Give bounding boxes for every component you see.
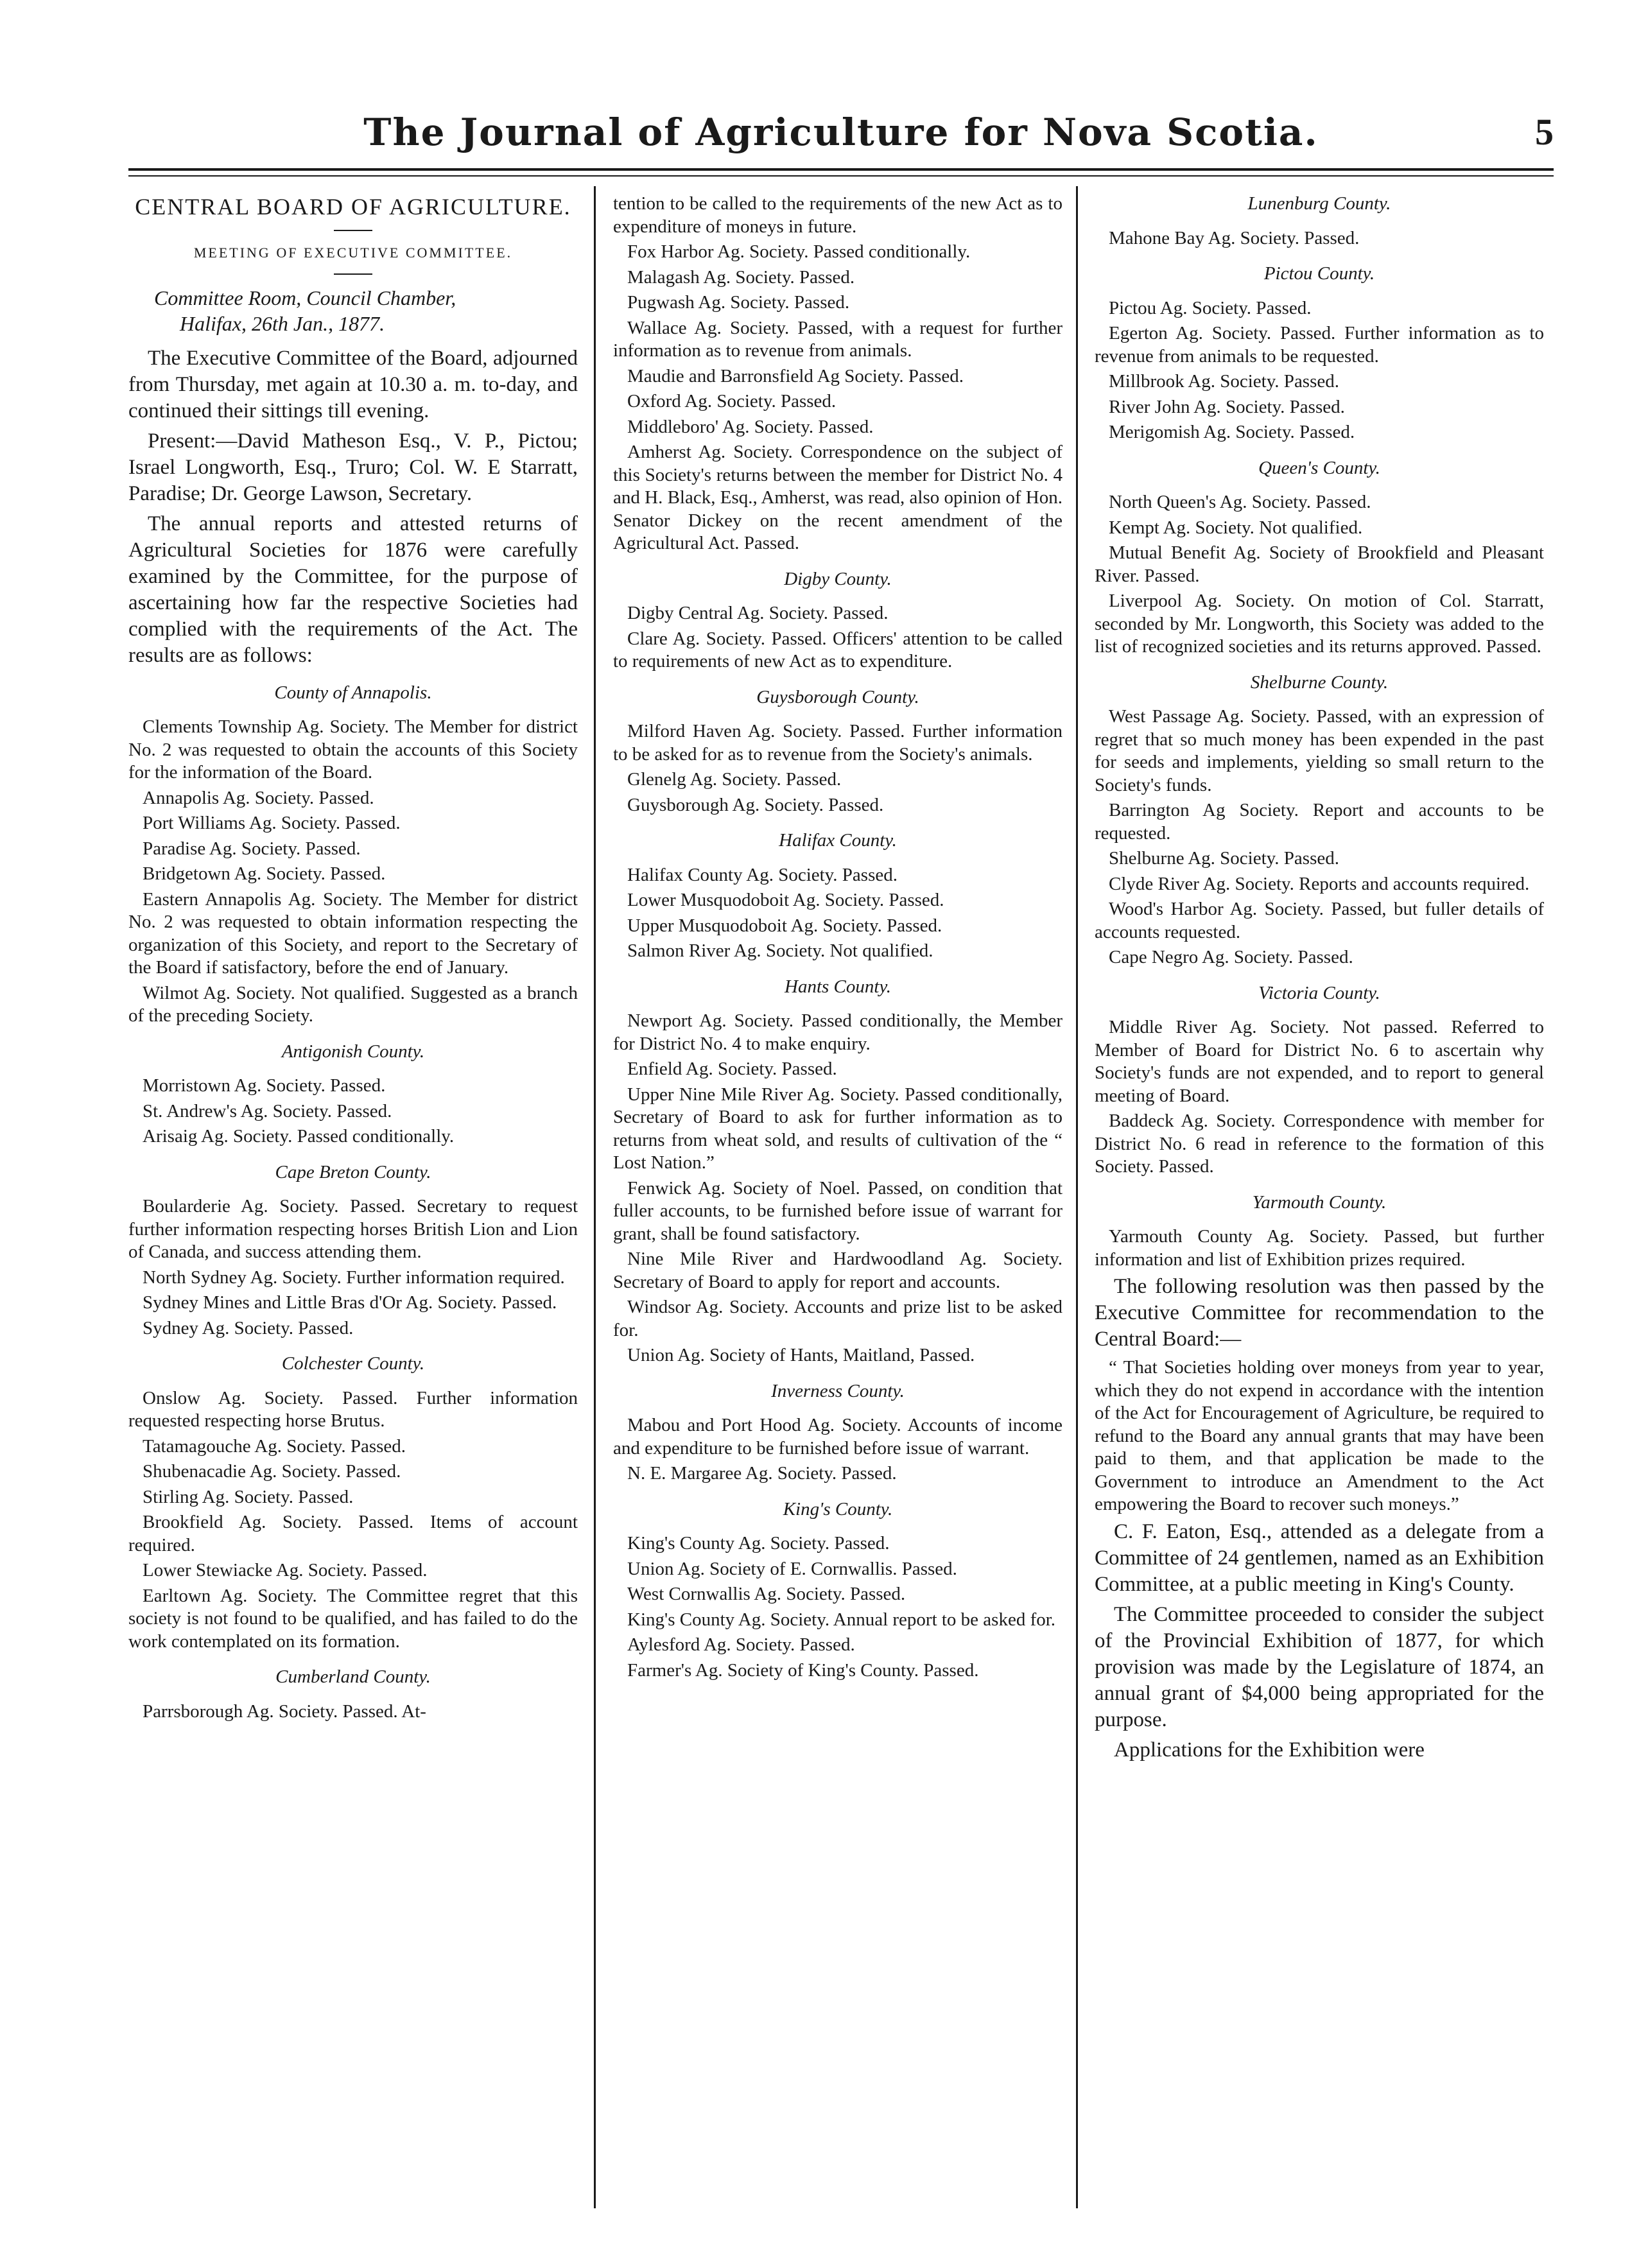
society-entry: Wallace Ag. Society. Passed, with a request for further information as to revenue from animals. xyxy=(613,317,1063,361)
county-heading-yarmouth: Yarmouth County. xyxy=(1252,1191,1387,1213)
society-entry: Mabou and Port Hood Ag. Society. Accounts of income and expenditure to be furnished before issue of warrant. xyxy=(613,1415,1063,1459)
society-entry: Oxford Ag. Society. Passed. xyxy=(627,391,837,411)
society-entry: Annapolis Ag. Society. Passed. xyxy=(143,787,374,808)
county-heading-guysborough: Guysborough County. xyxy=(756,686,919,707)
society-entry: Enfield Ag. Society. Passed. xyxy=(627,1059,837,1079)
society-entry: Eastern Annapolis Ag. Society. The Member for district No. 2 was requested to obtain information respecting the organization of this Society, and report to the Secretary of the Board if satisfactory, before the end of January. xyxy=(128,888,578,978)
society-entry: Windsor Ag. Society. Accounts and prize list to be asked for. xyxy=(613,1297,1063,1340)
society-entry: North Sydney Ag. Society. Further information required. xyxy=(143,1267,565,1288)
county-heading-queens: Queen's County. xyxy=(1258,457,1380,478)
society-entry: Union Ag. Society of E. Cornwallis. Passed. xyxy=(627,1558,957,1579)
society-entry: Aylesford Ag. Society. Passed. xyxy=(627,1634,855,1655)
society-entry: Wilmot Ag. Society. Not qualified. Suggested as a branch of the preceding Society. xyxy=(128,982,578,1026)
society-entry: Salmon River Ag. Society. Not qualified. xyxy=(627,940,933,961)
paragraph-committee: The Committee proceeded to consider the subject of the Provincial Exhibition of 1877, for which provision was made by the Legislature of 1874, an annual grant of $4,000 being appropriated for the purpose. xyxy=(1095,1602,1544,1731)
society-entry: Arisaig Ag. Society. Passed conditionally. xyxy=(143,1126,455,1147)
society-entry: Boularderie Ag. Society. Passed. Secretary to request further information respecting horses British Lion and Lion of Canada, and success attending them. xyxy=(128,1196,578,1262)
society-entry: Middle River Ag. Society. Not passed. Referred to Member of Board for District No. 6 to ascertain why Society's funds are not expended, and to report to general meeting of Board. xyxy=(1095,1017,1544,1106)
article-title: CENTRAL BOARD OF AGRICULTURE. xyxy=(135,194,571,220)
society-entry: Merigomish Ag. Society. Passed. xyxy=(1109,422,1355,442)
society-entry: King's County Ag. Society. Passed. xyxy=(627,1533,890,1554)
society-entry: West Passage Ag. Society. Passed, with an expression of regret that so much money has been expended in the past for seeds and implements, yielding so small return to the Society's funds. xyxy=(1095,706,1544,795)
society-entry: Earltown Ag. Society. The Committee regret that this society is not found to be qualified, and has failed to do the work contemplated on its formation. xyxy=(128,1585,578,1652)
society-entry: Maudie and Barronsfield Ag Society. Passed. xyxy=(627,365,964,386)
society-entry: Egerton Ag. Society. Passed. Further information as to revenue from animals to be requested. xyxy=(1095,323,1544,367)
society-entry: Barrington Ag Society. Report and accounts to be requested. xyxy=(1095,800,1544,844)
society-entry: Halifax County Ag. Society. Passed. xyxy=(627,864,898,885)
society-entry: Sydney Mines and Little Bras d'Or Ag. Society. Passed. xyxy=(143,1292,557,1313)
society-entry: Upper Nine Mile River Ag. Society. Passed conditionally, Secretary of Board to ask for further information as to returns from wheat sold, and results of cultivation of the “ Lost Nation.” xyxy=(613,1084,1063,1173)
society-entry: Clements Township Ag. Society. The Member for district No. 2 was requested to obtain the accounts of this Society for the information of the Board. xyxy=(128,716,578,783)
county-heading-halifax: Halifax County. xyxy=(779,830,897,851)
county-heading-kings: King's County. xyxy=(783,1498,893,1519)
county-heading-hants: Hants County. xyxy=(785,976,891,997)
county-heading-digby: Digby County. xyxy=(784,568,892,589)
society-entry: Millbrook Ag. Society. Passed. xyxy=(1109,371,1340,392)
society-entry: Paradise Ag. Society. Passed. xyxy=(143,838,361,859)
county-heading-inverness: Inverness County. xyxy=(771,1380,905,1401)
page-header xyxy=(128,108,1554,166)
header-rule-bottom xyxy=(128,175,1554,177)
society-entry: Mutual Benefit Ag. Society of Brookfield and Pleasant River. Passed. xyxy=(1095,542,1544,586)
paragraph-intro: The Executive Committee of the Board, adjourned from Thursday, met again at 10.30 a. m. to-day, and continued their sittings till evening. xyxy=(128,346,578,422)
county-heading-shelburne: Shelburne County. xyxy=(1250,671,1389,693)
society-entry: Wood's Harbor Ag. Society. Passed, but fuller details of accounts requested. xyxy=(1095,899,1544,942)
society-entry: Bridgetown Ag. Society. Passed. xyxy=(143,863,386,884)
county-heading-antigonish: Antigonish County. xyxy=(281,1041,425,1062)
paragraph-reports: The annual reports and attested returns of Agricultural Societies for 1876 were carefully examined by the Committee, for the purpose of ascertaining how far the respective Societies had complied with the requirements of the Act. The results are as follows: xyxy=(128,512,578,667)
society-entry: Clyde River Ag. Society. Reports and accounts required. xyxy=(1109,873,1530,894)
society-entry: Stirling Ag. Society. Passed. xyxy=(143,1486,354,1507)
society-entry: Liverpool Ag. Society. On motion of Col. Starratt, seconded by Mr. Longworth, this Society was added to the list of recognized societies and its returns approved. Passed. xyxy=(1095,591,1544,657)
society-entry: Cape Negro Ag. Society. Passed. xyxy=(1109,947,1353,967)
meeting-place-line-1: Committee Room, Council Chamber, xyxy=(154,286,456,309)
society-entry: Digby Central Ag. Society. Passed. xyxy=(627,603,889,623)
society-entry: West Cornwallis Ag. Society. Passed. xyxy=(627,1584,906,1604)
county-heading-cumberland: Cumberland County. xyxy=(275,1666,431,1687)
society-entry: Middleboro' Ag. Society. Passed. xyxy=(627,416,874,437)
paragraph-applications: Applications for the Exhibition were xyxy=(1114,1738,1425,1762)
column-divider-1 xyxy=(594,186,596,2208)
society-entry: Amherst Ag. Society. Correspondence on the subject of this Society's returns between the member for District No. 4 and H. Black, Esq., Amherst, was read, also opinion of Hon. Senator Dickey on the recent amendment of the Agricultural Act. Passed. xyxy=(613,442,1063,553)
article-subtitle: MEETING OF EXECUTIVE COMMITTEE. xyxy=(193,245,513,261)
society-entry: Malagash Ag. Society. Passed. xyxy=(627,266,855,288)
society-entry: Nine Mile River and Hardwoodland Ag. Society. Secretary of Board to apply for report and accounts. xyxy=(613,1249,1063,1292)
paragraph-resolution: The following resolution was then passed by the Executive Committee for recommendation to the Central Board:— xyxy=(1095,1275,1544,1351)
header-rule-top xyxy=(128,168,1554,171)
society-entry: Tatamagouche Ag. Society. Passed. xyxy=(143,1435,406,1457)
county-heading-victoria: Victoria County. xyxy=(1258,982,1380,1003)
society-entry: Clare Ag. Society. Passed. Officers' attention to be called to requirements of new Act as to expenditure. xyxy=(613,628,1063,671)
society-entry-continued: tention to be called to the requirements of the new Act as to expenditure of moneys in future. xyxy=(613,193,1063,237)
subtitle-dash xyxy=(334,273,372,275)
society-entry: Brookfield Ag. Society. Passed. Items of account required. xyxy=(128,1512,578,1555)
society-entry: Kempt Ag. Society. Not qualified. xyxy=(1109,517,1363,538)
society-entry: Pugwash Ag. Society. Passed. xyxy=(627,292,850,313)
paragraph-present: Present:—David Matheson Esq., V. P., Pictou; Israel Longworth, Esq., Truro; Col. W. E Starratt, Paradise; Dr. George Lawson, Secretary. xyxy=(128,429,578,505)
society-entry: Glenelg Ag. Society. Passed. xyxy=(627,769,842,790)
society-entry: Pictou Ag. Society. Passed. xyxy=(1109,297,1312,318)
column-3 xyxy=(1095,193,1544,2202)
county-heading-annapolis: County of Annapolis. xyxy=(274,682,432,703)
society-entry: North Queen's Ag. Society. Passed. xyxy=(1109,492,1371,512)
county-heading-colchester: Colchester County. xyxy=(281,1353,425,1374)
page-number: 5 xyxy=(1535,111,1554,153)
society-entry: Baddeck Ag. Society. Correspondence with member for District No. 6 read in reference to the formation of this Society. Passed. xyxy=(1095,1111,1544,1177)
title-dash xyxy=(334,230,372,231)
society-entry: Guysborough Ag. Society. Passed. xyxy=(627,794,884,815)
society-entry: Newport Ag. Society. Passed conditionally, the Member for District No. 4 to make enquiry. xyxy=(613,1010,1063,1054)
society-entry: Shelburne Ag. Society. Passed. xyxy=(1109,848,1339,869)
society-entry: Union Ag. Society of Hants, Maitland, Passed. xyxy=(627,1345,975,1365)
column-1 xyxy=(128,193,578,2202)
column-divider-2 xyxy=(1076,186,1078,2208)
meeting-place xyxy=(154,285,578,336)
meeting-place-line-2: Halifax, 26th Jan., 1877. xyxy=(180,311,385,335)
society-entry: Fenwick Ag. Society of Noel. Passed, on condition that fuller accounts, to be furnished before issue of warrant for grant, shall be found satisfactory. xyxy=(613,1177,1063,1244)
journal-title: The Journal of Agriculture for Nova Scotia. xyxy=(363,110,1319,154)
county-heading-lunenburg: Lunenburg County. xyxy=(1247,193,1391,214)
society-entry: Upper Musquodoboit Ag. Society. Passed. xyxy=(627,915,942,936)
society-entry: Mahone Bay Ag. Society. Passed. xyxy=(1109,227,1360,248)
society-entry: Sydney Ag. Society. Passed. xyxy=(143,1317,354,1338)
society-entry: Yarmouth County Ag. Society. Passed, but further information and list of Exhibition prizes required. xyxy=(1095,1226,1544,1270)
society-entry: St. Andrew's Ag. Society. Passed. xyxy=(143,1100,392,1121)
county-heading-cape-breton: Cape Breton County. xyxy=(275,1161,431,1182)
paragraph-eaton: C. F. Eaton, Esq., attended as a delegate from a Committee of 24 gentlemen, named as an Exhibition Committee, at a public meeting in King's County. xyxy=(1095,1519,1544,1596)
society-entry: Morristown Ag. Society. Passed. xyxy=(143,1075,386,1096)
society-entry: Lower Musquodoboit Ag. Society. Passed. xyxy=(627,890,944,910)
column-2 xyxy=(613,193,1063,2202)
society-entry: Milford Haven Ag. Society. Passed. Further information to be asked for as to revenue from the Society's animals. xyxy=(613,721,1063,765)
society-entry: Farmer's Ag. Society of King's County. Passed. xyxy=(627,1659,979,1681)
society-entry: N. E. Margaree Ag. Society. Passed. xyxy=(627,1463,897,1484)
society-entry: Fox Harbor Ag. Society. Passed conditionally. xyxy=(627,241,971,262)
society-entry: King's County Ag. Society. Annual report to be asked for. xyxy=(627,1609,1056,1630)
society-entry: River John Ag. Society. Passed. xyxy=(1109,396,1345,417)
county-heading-pictou: Pictou County. xyxy=(1263,263,1375,284)
society-entry: Shubenacadie Ag. Society. Passed. xyxy=(143,1461,401,1482)
society-entry: Lower Stewiacke Ag. Society. Passed. xyxy=(143,1560,428,1580)
resolution-quote: “ That Societies holding over moneys from year to year, which they do not expend in accordance with the intention of the Act for Encouragement of Agriculture, be required to refund to the Board any annual grants that may have been paid to them, and that application be made to the Government to introduce an Amendment to the Act empowering the Board to recover such moneys.” xyxy=(1095,1357,1544,1514)
society-entry: Onslow Ag. Society. Passed. Further information requested respecting horse Brutus. xyxy=(128,1387,578,1431)
society-entry: Parrsborough Ag. Society. Passed. At- xyxy=(143,1701,426,1722)
society-entry: Port Williams Ag. Society. Passed. xyxy=(143,813,401,833)
